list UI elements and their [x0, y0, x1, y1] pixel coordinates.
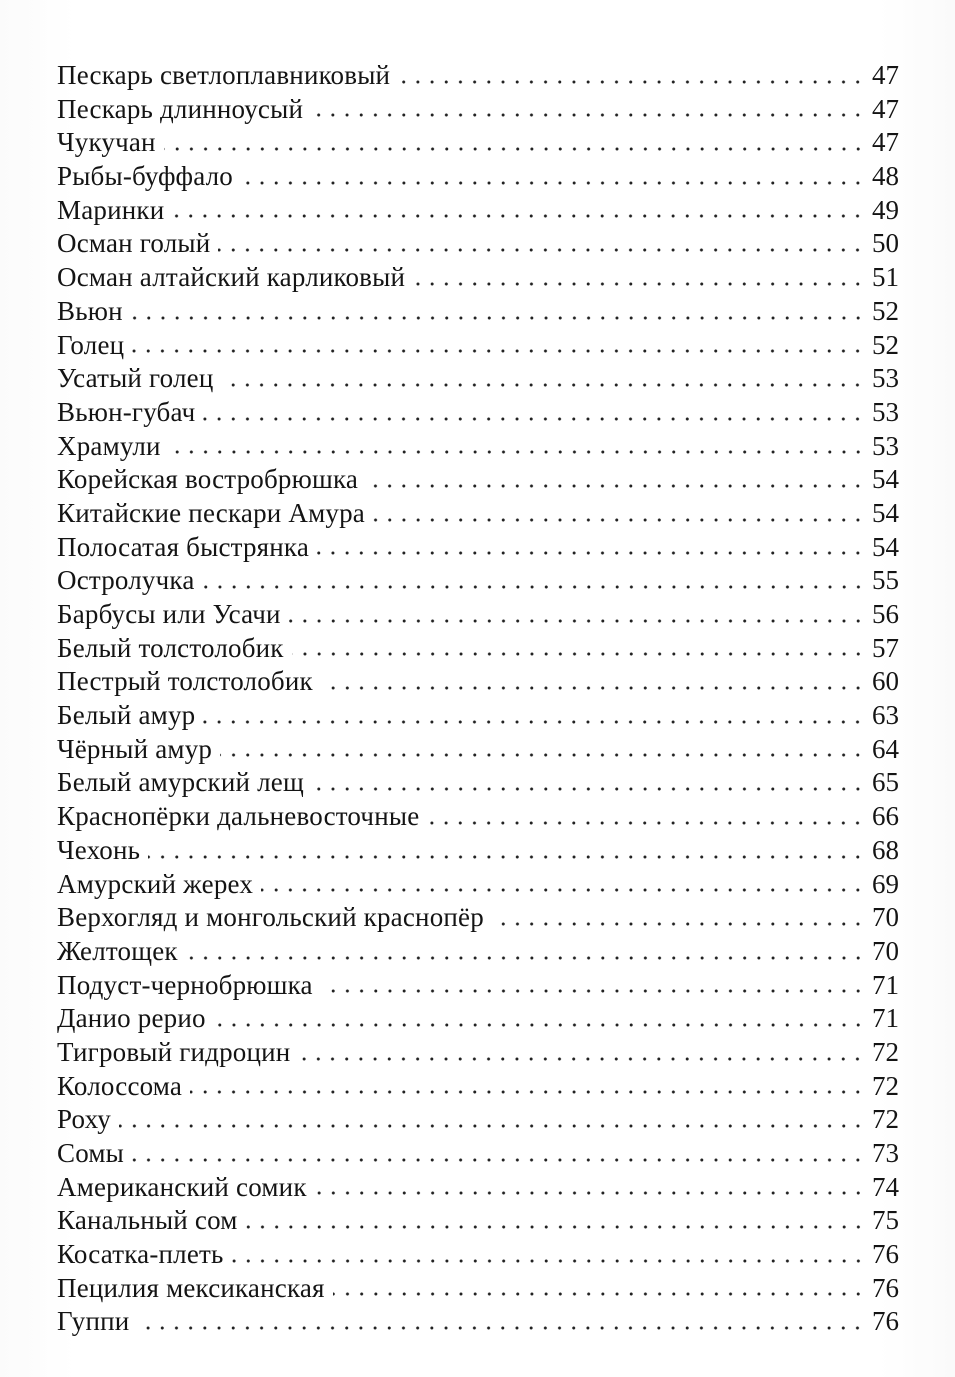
toc-entry	[57, 665, 899, 699]
toc-entry	[57, 834, 899, 868]
dot-leader	[119, 1123, 865, 1129]
toc-entry	[57, 632, 899, 666]
dot-leader	[261, 887, 865, 893]
toc-entry	[57, 160, 899, 194]
toc-entry-page-number: 57	[872, 632, 899, 663]
toc-entry-page-number: 47	[872, 127, 899, 158]
dot-leader	[312, 786, 865, 792]
toc-entry-title: Вьюн-губач	[57, 396, 196, 427]
toc-entry	[57, 800, 899, 834]
toc-entry-page-number: 53	[872, 396, 899, 427]
toc-entry-title: Полосатая быстрянка	[57, 531, 310, 562]
toc-entry	[57, 1238, 899, 1272]
toc-entry-title: Тигровый гидроцин	[57, 1036, 291, 1067]
table-of-contents	[57, 59, 899, 1339]
dot-leader	[232, 1258, 865, 1264]
toc-entry-page-number: 71	[872, 969, 899, 1000]
toc-entry-page-number: 50	[872, 228, 899, 259]
toc-entry-title: Китайские пескари Амура	[57, 497, 365, 528]
toc-entry-page-number: 56	[872, 599, 899, 629]
toc-entry-title: Чёрный амур	[57, 733, 213, 764]
toc-entry-title: Голец	[57, 329, 125, 360]
toc-entry-page-number: 52	[872, 295, 899, 326]
toc-entry	[57, 1137, 899, 1171]
toc-entry-title: Чукучан	[57, 127, 156, 158]
toc-entry-page-number: 72	[872, 1104, 899, 1135]
toc-entry	[57, 93, 899, 127]
toc-entry-title: Вьюн	[57, 295, 123, 326]
toc-entry-title: Белый толстолобик	[57, 632, 284, 663]
dot-leader	[169, 449, 865, 455]
toc-entry	[57, 1204, 899, 1238]
toc-entry	[57, 59, 899, 93]
dot-leader	[321, 685, 865, 691]
toc-entry-title: Чехонь	[57, 834, 141, 865]
dot-leader	[172, 213, 865, 219]
dot-leader	[220, 752, 865, 758]
toc-entry-title: Сомы	[57, 1138, 125, 1168]
toc-entry-page-number: 68	[872, 834, 899, 865]
dot-leader	[317, 550, 865, 556]
toc-entry-page-number: 72	[872, 1036, 899, 1067]
dot-leader	[292, 651, 865, 657]
toc-entry-title: Американский сомик	[57, 1171, 307, 1202]
toc-entry-title: Остролучка	[57, 565, 195, 596]
toc-entry-title: Гуппи	[57, 1306, 130, 1337]
toc-entry	[57, 1272, 899, 1306]
toc-entry-page-number: 75	[872, 1205, 899, 1236]
toc-entry	[57, 699, 899, 733]
toc-entry	[57, 733, 899, 767]
dot-leader	[413, 281, 865, 287]
toc-entry	[57, 531, 899, 565]
dot-leader	[289, 618, 865, 624]
toc-entry-page-number: 64	[872, 733, 899, 764]
dot-leader	[137, 1325, 865, 1331]
toc-entry-title: Пескарь длинноусый	[57, 93, 304, 124]
toc-entry-page-number: 63	[872, 700, 899, 731]
toc-entry-title: Подуст-чернобрюшка	[57, 969, 313, 1000]
toc-entry	[57, 598, 899, 632]
toc-entry-title: Осман голый	[57, 228, 211, 259]
toc-entry-page-number: 72	[872, 1070, 899, 1101]
toc-entry-page-number: 76	[872, 1272, 899, 1303]
toc-entry-title: Храмули	[57, 430, 161, 461]
toc-entry	[57, 969, 899, 1003]
toc-entry-page-number: 76	[872, 1239, 899, 1270]
toc-entry-title: Пецилия мексиканская	[57, 1272, 325, 1303]
toc-entry	[57, 396, 899, 430]
toc-entry	[57, 227, 899, 261]
dot-leader	[132, 348, 865, 354]
dot-leader	[427, 820, 865, 826]
toc-entry-page-number: 71	[872, 1003, 899, 1034]
toc-entry	[57, 430, 899, 464]
dot-leader	[218, 247, 865, 253]
toc-entry	[57, 362, 899, 396]
toc-entry	[57, 1002, 899, 1036]
toc-entry-page-number: 49	[872, 194, 899, 225]
dot-leader	[321, 988, 865, 994]
toc-entry-title: Желтощек	[57, 935, 178, 966]
toc-entry	[57, 463, 899, 497]
dot-leader	[398, 79, 865, 85]
toc-entry-page-number: 53	[872, 430, 899, 461]
dot-leader	[492, 921, 865, 927]
toc-entry-page-number: 54	[872, 497, 899, 528]
toc-entry	[57, 766, 899, 800]
dot-leader	[366, 483, 865, 489]
toc-entry-page-number: 47	[872, 93, 899, 124]
toc-entry	[57, 295, 899, 329]
toc-entry	[57, 1305, 899, 1339]
toc-entry-title: Барбусы или Усачи	[57, 599, 281, 629]
toc-entry-title: Белый амурский лещ	[57, 767, 304, 798]
toc-entry-page-number: 70	[872, 902, 899, 933]
dot-leader	[203, 719, 865, 725]
toc-entry	[57, 1103, 899, 1137]
toc-entry-title: Верхогляд и монгольский краснопёр	[57, 902, 484, 933]
toc-entry-title: Краснопёрки дальневосточные	[57, 801, 420, 832]
toc-entry	[57, 126, 899, 160]
toc-entry-page-number: 51	[872, 262, 899, 293]
toc-entry-title: Усатый голец	[57, 363, 214, 394]
toc-entry-title: Амурский жерех	[57, 868, 254, 899]
toc-entry	[57, 194, 899, 228]
toc-entry-page-number: 48	[872, 161, 899, 192]
toc-entry	[57, 935, 899, 969]
toc-entry-page-number: 69	[872, 868, 899, 899]
dot-leader	[190, 1089, 865, 1095]
toc-entry-page-number: 54	[872, 464, 899, 495]
dot-leader	[203, 416, 865, 422]
toc-entry-page-number: 73	[872, 1138, 899, 1168]
toc-entry-page-number: 54	[872, 531, 899, 562]
dot-leader	[131, 315, 865, 321]
dot-leader	[148, 854, 865, 860]
dot-leader	[214, 1022, 865, 1028]
toc-entry	[57, 1171, 899, 1205]
dot-leader	[221, 382, 865, 388]
dot-leader	[333, 1291, 865, 1297]
toc-entry-page-number: 52	[872, 329, 899, 360]
toc-entry-title: Канальный сом	[57, 1205, 238, 1236]
toc-entry-title: Колоссома	[57, 1070, 183, 1101]
dot-leader	[241, 180, 865, 186]
dot-leader	[315, 1190, 865, 1196]
toc-entry	[57, 261, 899, 295]
toc-entry	[57, 1070, 899, 1104]
dot-leader	[246, 1224, 865, 1230]
toc-entry-title: Роху	[57, 1104, 111, 1135]
toc-entry	[57, 868, 899, 902]
toc-entry-page-number: 70	[872, 935, 899, 966]
dot-leader	[298, 1056, 865, 1062]
dot-leader	[132, 1157, 865, 1163]
toc-entry-page-number: 47	[872, 60, 899, 90]
toc-entry-title: Рыбы-буффало	[57, 161, 233, 192]
toc-entry	[57, 564, 899, 598]
toc-entry-page-number: 65	[872, 767, 899, 798]
toc-entry-page-number: 66	[872, 801, 899, 832]
toc-entry-page-number: 76	[872, 1306, 899, 1337]
toc-entry-title: Пескарь светлоплавниковый	[57, 60, 391, 90]
toc-entry-title: Данио рерио	[57, 1003, 206, 1034]
toc-entry-title: Маринки	[57, 194, 165, 225]
toc-entry-page-number: 74	[872, 1171, 899, 1202]
toc-entry-title: Корейская востробрюшка	[57, 464, 359, 495]
toc-entry	[57, 1036, 899, 1070]
toc-entry-title: Пестрый толстолобик	[57, 666, 313, 697]
dot-leader	[373, 517, 865, 523]
toc-entry	[57, 901, 899, 935]
toc-entry-title: Осман алтайский карликовый	[57, 262, 406, 293]
toc-entry-page-number: 55	[872, 565, 899, 596]
toc-entry-page-number: 60	[872, 666, 899, 697]
toc-entry	[57, 497, 899, 531]
toc-entry-title: Белый амур	[57, 700, 196, 731]
dot-leader	[164, 146, 865, 152]
toc-entry-title: Косатка-плеть	[57, 1239, 224, 1270]
toc-entry	[57, 329, 899, 363]
dot-leader	[186, 955, 865, 961]
dot-leader	[311, 112, 865, 118]
dot-leader	[203, 584, 865, 590]
toc-entry-page-number: 53	[872, 363, 899, 394]
